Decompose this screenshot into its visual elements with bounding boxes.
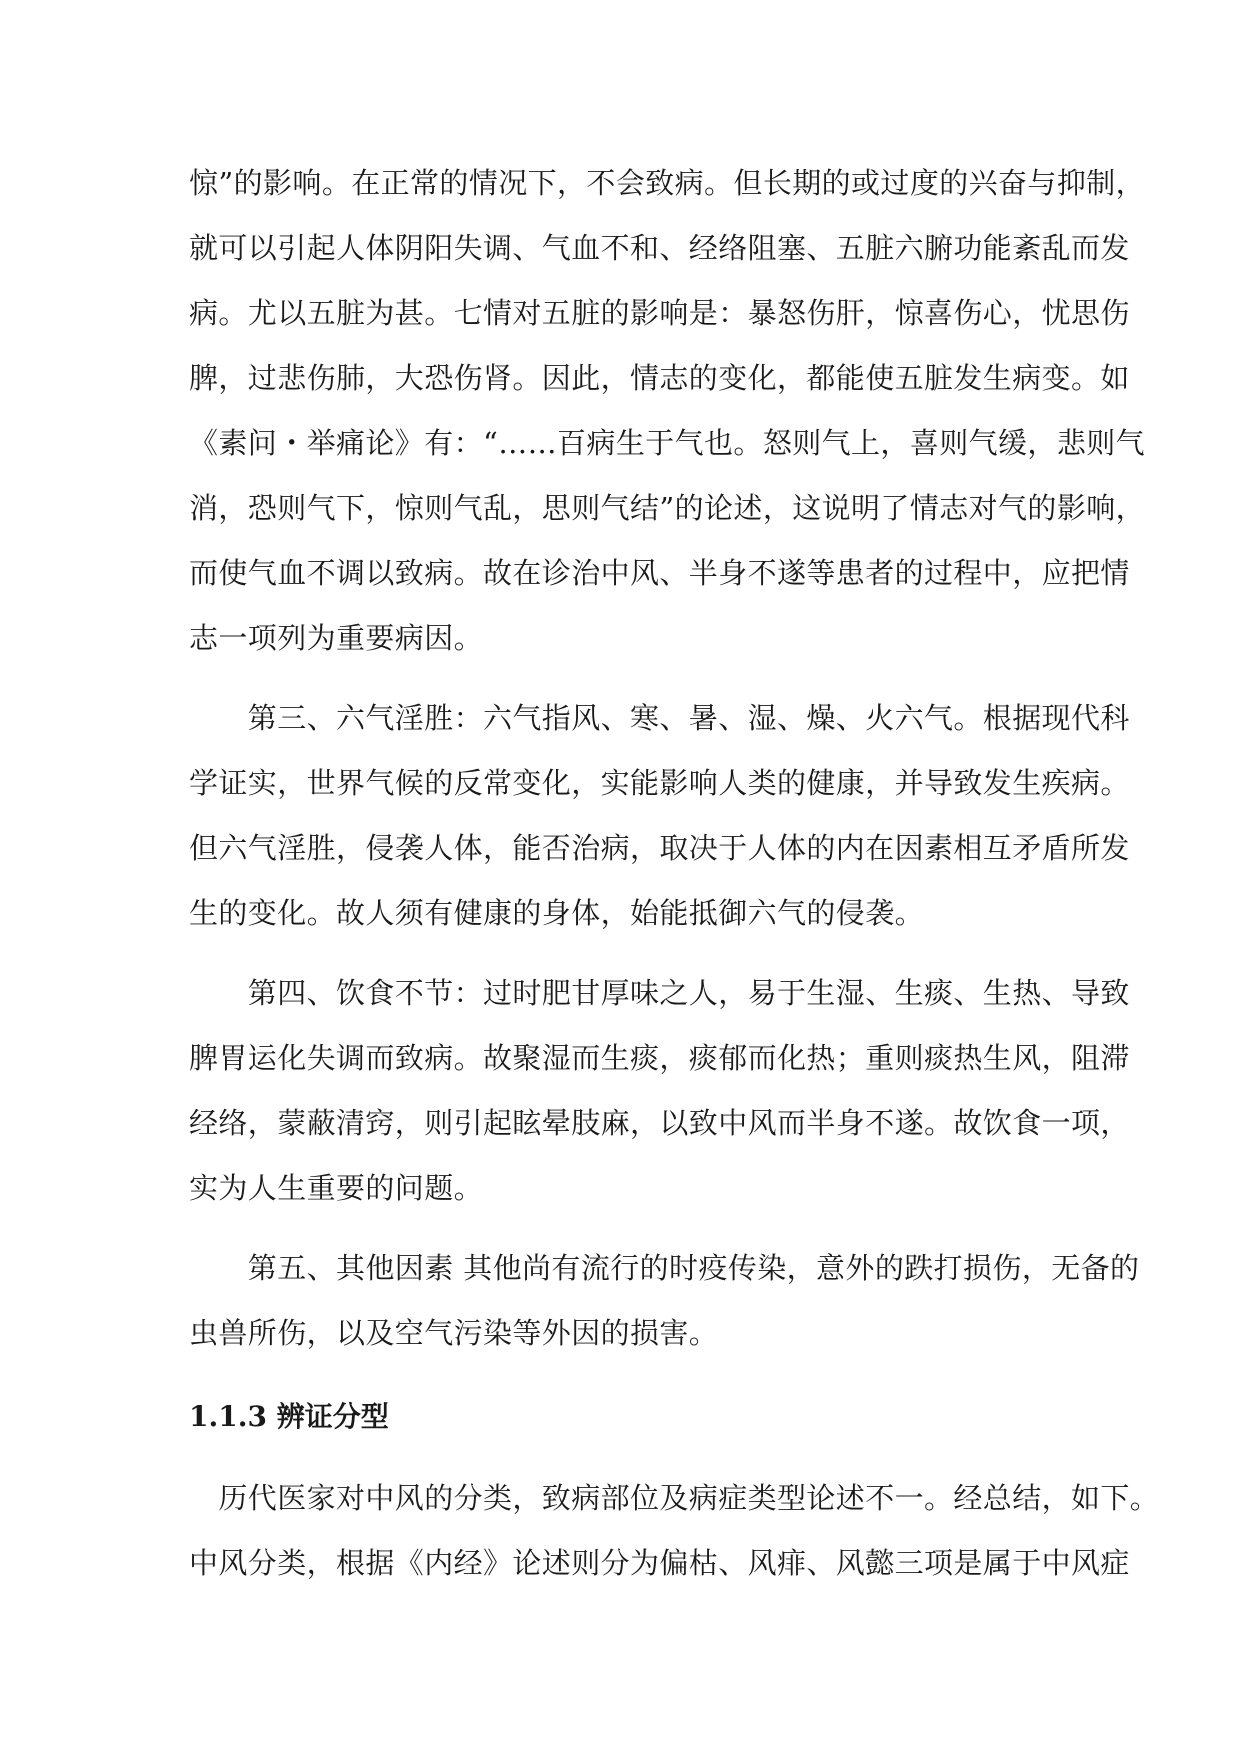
section-heading: 1.1.3 辨证分型 <box>189 1400 389 1433</box>
text-line: 实为人生重要的问题。 <box>189 1171 484 1205</box>
text-line: 但六气淫胜，侵袭人体，能否治病，取决于人体的内在因素相互矛盾所发 <box>189 831 1130 865</box>
text-line: 历代医家对中风的分类，致病部位及病症类型论述不一。经总结，如下。 <box>189 1481 1160 1515</box>
text-line: 就可以引起人体阴阳失调、气血不和、经络阻塞、五脏六腑功能紊乱而发 <box>189 231 1130 265</box>
text-line: 学证实，世界气候的反常变化，实能影响人类的健康，并导致发生疾病。 <box>189 766 1130 800</box>
text-line: 消，恐则气下，惊则气乱，思则气结”的论述，这说明了情志对气的影响， <box>189 491 1146 525</box>
text-line: 虫兽所伤，以及空气污染等外因的损害。 <box>189 1316 719 1350</box>
text-line: 第五、其他因素 其他尚有流行的时疫传染，意外的跌打损伤，无备的 <box>189 1251 1140 1285</box>
text-line: 生的变化。故人须有健康的身体，始能抵御六气的侵袭。 <box>189 896 925 930</box>
text-line: 《素问・举痛论》有：“……百病生于气也。怒则气上，喜则气缓，悲则气 <box>189 426 1146 460</box>
text-line: 惊”的影响。在正常的情况下，不会致病。但长期的或过度的兴奋与抑制， <box>189 166 1146 200</box>
text-line: 志一项列为重要病因。 <box>189 621 484 655</box>
text-line: 病。尤以五脏为甚。七情对五脏的影响是：暴怒伤肝，惊喜伤心，忧思伤 <box>189 296 1130 330</box>
text-line: 第四、饮食不节：过时肥甘厚味之人，易于生湿、生痰、生热、导致 <box>189 976 1130 1010</box>
text-line: 脾胃运化失调而致病。故聚湿而生痰，痰郁而化热；重则痰热生风，阻滞 <box>189 1041 1130 1075</box>
text-line: 中风分类，根据《内经》论述则分为偏枯、风痱、风懿三项是属于中风症 <box>189 1546 1130 1580</box>
text-line: 经络，蒙蔽清窍，则引起眩晕肢麻，以致中风而半身不遂。故饮食一项， <box>189 1106 1130 1140</box>
text-line: 而使气血不调以致病。故在诊治中风、半身不遂等患者的过程中，应把情 <box>189 556 1130 590</box>
text-line: 脾，过悲伤肺，大恐伤肾。因此，情志的变化，都能使五脏发生病变。如 <box>189 361 1130 395</box>
text-line: 第三、六气淫胜：六气指风、寒、暑、湿、燥、火六气。根据现代科 <box>189 701 1130 735</box>
